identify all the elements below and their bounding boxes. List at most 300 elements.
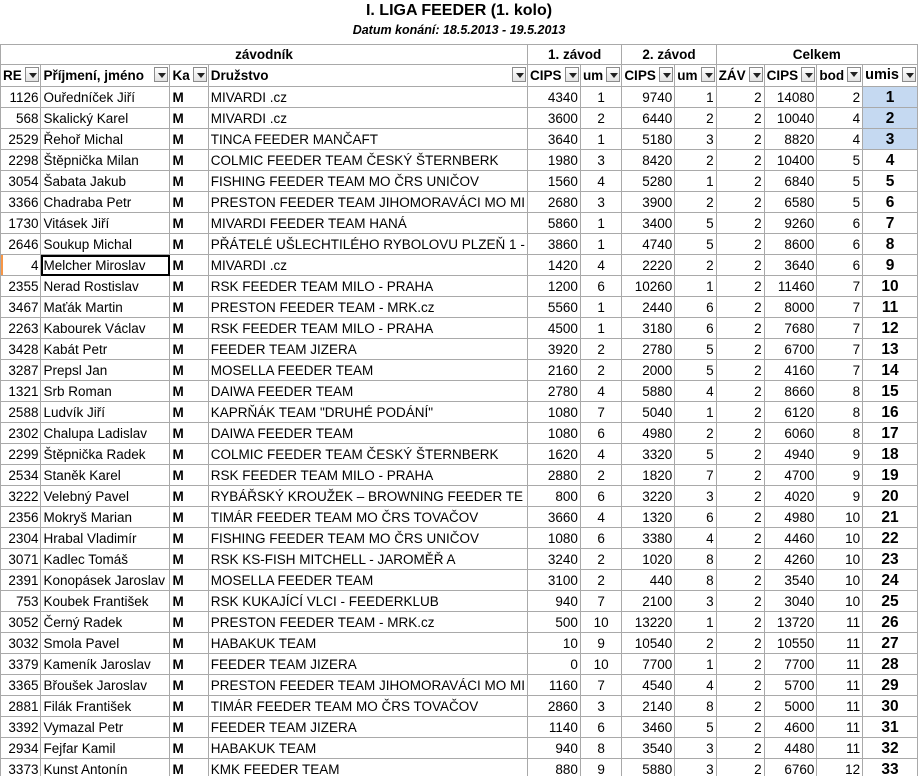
cell-race1-place[interactable]: 3 — [580, 696, 621, 717]
cell-race1-cips[interactable]: 940 — [528, 738, 581, 759]
cell-race2-place[interactable]: 2 — [675, 255, 716, 276]
cell-race2-place[interactable]: 2 — [675, 150, 716, 171]
cell-race1-place[interactable]: 2 — [580, 549, 621, 570]
cell-team[interactable]: PRESTON FEEDER TEAM JIHOMORAVÁCI MO MI — [208, 192, 527, 213]
cell-points[interactable]: 7 — [817, 297, 863, 318]
cell-races[interactable]: 2 — [716, 108, 764, 129]
cell-races[interactable]: 2 — [716, 570, 764, 591]
cell-race2-place[interactable]: 4 — [675, 381, 716, 402]
filter-dropdown-icon[interactable] — [902, 67, 916, 82]
cell-name[interactable]: Kabát Petr — [41, 339, 170, 360]
cell-rank[interactable]: 9 — [863, 255, 918, 276]
cell-race2-cips[interactable]: 5880 — [622, 381, 675, 402]
cell-races[interactable]: 2 — [716, 87, 764, 108]
cell-name[interactable]: Velebný Pavel — [41, 486, 170, 507]
cell-race2-cips[interactable]: 10260 — [622, 276, 675, 297]
cell-race1-place[interactable]: 6 — [580, 423, 621, 444]
cell-race1-cips[interactable]: 1080 — [528, 402, 581, 423]
cell-team[interactable]: RYBÁŘSKÝ KROUŽEK – BROWNING FEEDER TE — [208, 486, 527, 507]
cell-races[interactable]: 2 — [716, 549, 764, 570]
cell-category[interactable]: M — [170, 633, 208, 654]
cell-name[interactable]: Řehoř Michal — [41, 129, 170, 150]
cell-reg[interactable]: 1126 — [1, 87, 41, 108]
cell-team[interactable]: MIVARDI .cz — [208, 108, 527, 129]
cell-reg[interactable]: 2299 — [1, 444, 41, 465]
cell-race2-place[interactable]: 2 — [675, 633, 716, 654]
cell-total-cips[interactable]: 4980 — [764, 507, 817, 528]
cell-reg[interactable]: 2881 — [1, 696, 41, 717]
cell-team[interactable]: HABAKUK TEAM — [208, 738, 527, 759]
cell-race2-cips[interactable]: 3320 — [622, 444, 675, 465]
cell-race2-place[interactable]: 7 — [675, 465, 716, 486]
cell-total-cips[interactable]: 5000 — [764, 696, 817, 717]
cell-race1-cips[interactable]: 3920 — [528, 339, 581, 360]
cell-race2-cips[interactable]: 5040 — [622, 402, 675, 423]
cell-reg[interactable]: 568 — [1, 108, 41, 129]
cell-race1-cips[interactable]: 1140 — [528, 717, 581, 738]
cell-race1-cips[interactable]: 800 — [528, 486, 581, 507]
cell-reg[interactable]: 1321 — [1, 381, 41, 402]
cell-race1-cips[interactable]: 3660 — [528, 507, 581, 528]
cell-race2-cips[interactable]: 5880 — [622, 759, 675, 776]
cell-name[interactable]: Kabourek Václav — [41, 318, 170, 339]
cell-race2-place[interactable]: 5 — [675, 213, 716, 234]
cell-races[interactable]: 2 — [716, 528, 764, 549]
cell-rank[interactable]: 4 — [863, 150, 918, 171]
cell-points[interactable]: 12 — [817, 759, 863, 776]
cell-rank[interactable]: 6 — [863, 192, 918, 213]
cell-race2-place[interactable]: 8 — [675, 570, 716, 591]
cell-reg[interactable]: 1730 — [1, 213, 41, 234]
cell-points[interactable]: 5 — [817, 192, 863, 213]
cell-races[interactable]: 2 — [716, 360, 764, 381]
cell-reg[interactable]: 3467 — [1, 297, 41, 318]
cell-reg[interactable]: 2356 — [1, 507, 41, 528]
cell-race1-cips[interactable]: 3640 — [528, 129, 581, 150]
cell-reg[interactable]: 3392 — [1, 717, 41, 738]
cell-name[interactable]: Fejfar Kamil — [41, 738, 170, 759]
cell-race2-place[interactable]: 8 — [675, 549, 716, 570]
cell-rank[interactable]: 32 — [863, 738, 918, 759]
cell-reg[interactable]: 753 — [1, 591, 41, 612]
cell-team[interactable]: FEEDER TEAM JIZERA — [208, 339, 527, 360]
cell-name[interactable]: Vitásek Jiří — [41, 213, 170, 234]
cell-race2-place[interactable]: 5 — [675, 234, 716, 255]
cell-category[interactable]: M — [170, 255, 208, 276]
cell-race1-cips[interactable]: 4340 — [528, 87, 581, 108]
cell-category[interactable]: M — [170, 234, 208, 255]
cell-race1-cips[interactable]: 2860 — [528, 696, 581, 717]
cell-race1-cips[interactable]: 940 — [528, 591, 581, 612]
cell-races[interactable]: 2 — [716, 339, 764, 360]
cell-points[interactable]: 11 — [817, 633, 863, 654]
cell-race1-cips[interactable]: 1420 — [528, 255, 581, 276]
cell-name[interactable]: Vymazal Petr — [41, 717, 170, 738]
cell-race2-cips[interactable]: 4540 — [622, 675, 675, 696]
cell-team[interactable]: DAIWA FEEDER TEAM — [208, 423, 527, 444]
cell-race1-cips[interactable]: 1980 — [528, 150, 581, 171]
cell-reg[interactable]: 3428 — [1, 339, 41, 360]
cell-category[interactable]: M — [170, 759, 208, 776]
cell-team[interactable]: FEEDER TEAM JIZERA — [208, 654, 527, 675]
cell-reg[interactable]: 2646 — [1, 234, 41, 255]
cell-total-cips[interactable]: 14080 — [764, 87, 817, 108]
cell-races[interactable]: 2 — [716, 738, 764, 759]
cell-category[interactable]: M — [170, 360, 208, 381]
cell-race1-cips[interactable]: 3240 — [528, 549, 581, 570]
cell-rank[interactable]: 21 — [863, 507, 918, 528]
cell-reg[interactable]: 3287 — [1, 360, 41, 381]
cell-team[interactable]: PRESTON FEEDER TEAM JIHOMORAVÁCI MO MI — [208, 675, 527, 696]
cell-total-cips[interactable]: 3540 — [764, 570, 817, 591]
cell-races[interactable]: 2 — [716, 507, 764, 528]
cell-category[interactable]: M — [170, 129, 208, 150]
cell-team[interactable]: FEEDER TEAM JIZERA — [208, 717, 527, 738]
cell-team[interactable]: PRESTON FEEDER TEAM - MRK.cz — [208, 612, 527, 633]
cell-race2-place[interactable]: 5 — [675, 360, 716, 381]
cell-category[interactable]: M — [170, 738, 208, 759]
cell-points[interactable]: 5 — [817, 171, 863, 192]
cell-rank[interactable]: 8 — [863, 234, 918, 255]
cell-team[interactable]: TIMÁR FEEDER TEAM MO ČRS TOVAČOV — [208, 696, 527, 717]
cell-race1-cips[interactable]: 1620 — [528, 444, 581, 465]
cell-race2-cips[interactable]: 2100 — [622, 591, 675, 612]
cell-rank[interactable]: 19 — [863, 465, 918, 486]
cell-name[interactable]: Štěpnička Milan — [41, 150, 170, 171]
cell-total-cips[interactable]: 8820 — [764, 129, 817, 150]
cell-race2-cips[interactable]: 3900 — [622, 192, 675, 213]
cell-race1-cips[interactable]: 500 — [528, 612, 581, 633]
cell-race2-cips[interactable]: 2440 — [622, 297, 675, 318]
cell-category[interactable]: M — [170, 213, 208, 234]
cell-category[interactable]: M — [170, 654, 208, 675]
cell-race2-cips[interactable]: 3220 — [622, 486, 675, 507]
cell-reg[interactable]: 2302 — [1, 423, 41, 444]
cell-category[interactable]: M — [170, 612, 208, 633]
cell-name[interactable]: Šabata Jakub — [41, 171, 170, 192]
filter-dropdown-icon[interactable] — [659, 67, 673, 82]
cell-total-cips[interactable]: 9260 — [764, 213, 817, 234]
filter-dropdown-icon[interactable] — [565, 67, 579, 82]
cell-race2-place[interactable]: 8 — [675, 696, 716, 717]
cell-name[interactable]: Černý Radek — [41, 612, 170, 633]
cell-race1-place[interactable]: 3 — [580, 192, 621, 213]
cell-reg[interactable]: 3071 — [1, 549, 41, 570]
cell-reg[interactable]: 3365 — [1, 675, 41, 696]
cell-race2-cips[interactable]: 1020 — [622, 549, 675, 570]
cell-race1-place[interactable]: 1 — [580, 129, 621, 150]
filter-dropdown-icon[interactable] — [701, 67, 715, 82]
cell-reg[interactable]: 3054 — [1, 171, 41, 192]
cell-total-cips[interactable]: 4160 — [764, 360, 817, 381]
cell-race1-cips[interactable]: 4500 — [528, 318, 581, 339]
cell-points[interactable]: 7 — [817, 276, 863, 297]
cell-total-cips[interactable]: 6580 — [764, 192, 817, 213]
cell-category[interactable]: M — [170, 444, 208, 465]
cell-race1-place[interactable]: 7 — [580, 591, 621, 612]
cell-race2-place[interactable]: 3 — [675, 129, 716, 150]
cell-race2-place[interactable]: 1 — [675, 612, 716, 633]
cell-race2-place[interactable]: 4 — [675, 528, 716, 549]
cell-points[interactable]: 6 — [817, 213, 863, 234]
cell-total-cips[interactable]: 6120 — [764, 402, 817, 423]
cell-team[interactable]: MIVARDI FEEDER TEAM HANÁ — [208, 213, 527, 234]
cell-total-cips[interactable]: 4940 — [764, 444, 817, 465]
cell-category[interactable]: M — [170, 150, 208, 171]
cell-points[interactable]: 10 — [817, 570, 863, 591]
cell-name[interactable]: Soukup Michal — [41, 234, 170, 255]
cell-team[interactable]: MOSELLA FEEDER TEAM — [208, 360, 527, 381]
cell-race2-place[interactable]: 2 — [675, 423, 716, 444]
cell-rank[interactable]: 10 — [863, 276, 918, 297]
cell-races[interactable]: 2 — [716, 171, 764, 192]
cell-points[interactable]: 11 — [817, 696, 863, 717]
cell-races[interactable]: 2 — [716, 129, 764, 150]
cell-race1-cips[interactable]: 880 — [528, 759, 581, 776]
cell-race1-cips[interactable]: 10 — [528, 633, 581, 654]
cell-race1-place[interactable]: 4 — [580, 255, 621, 276]
filter-dropdown-icon[interactable] — [749, 67, 763, 82]
cell-team[interactable]: HABAKUK TEAM — [208, 633, 527, 654]
cell-total-cips[interactable]: 13720 — [764, 612, 817, 633]
cell-points[interactable]: 11 — [817, 612, 863, 633]
cell-races[interactable]: 2 — [716, 633, 764, 654]
cell-name[interactable]: Kadlec Tomáš — [41, 549, 170, 570]
cell-team[interactable]: KAPRŇÁK TEAM "DRUHÉ PODÁNÍ" — [208, 402, 527, 423]
cell-name[interactable]: Konopásek Jaroslav — [41, 570, 170, 591]
cell-race2-place[interactable]: 1 — [675, 87, 716, 108]
cell-races[interactable]: 2 — [716, 612, 764, 633]
cell-races[interactable]: 2 — [716, 402, 764, 423]
cell-category[interactable]: M — [170, 402, 208, 423]
cell-race2-cips[interactable]: 2140 — [622, 696, 675, 717]
cell-race1-place[interactable]: 4 — [580, 507, 621, 528]
cell-points[interactable]: 7 — [817, 360, 863, 381]
cell-rank[interactable]: 16 — [863, 402, 918, 423]
cell-total-cips[interactable]: 3640 — [764, 255, 817, 276]
cell-name[interactable]: Mokryš Marian — [41, 507, 170, 528]
cell-race2-place[interactable]: 2 — [675, 108, 716, 129]
filter-dropdown-icon[interactable] — [801, 67, 815, 82]
cell-points[interactable]: 8 — [817, 381, 863, 402]
cell-name[interactable]: Štěpnička Radek — [41, 444, 170, 465]
cell-team[interactable]: FISHING FEEDER TEAM MO ČRS UNIČOV — [208, 171, 527, 192]
cell-race1-place[interactable]: 2 — [580, 108, 621, 129]
cell-total-cips[interactable]: 10040 — [764, 108, 817, 129]
cell-race2-cips[interactable]: 4980 — [622, 423, 675, 444]
cell-name[interactable]: Ouředníček Jiří — [41, 87, 170, 108]
cell-race1-place[interactable]: 1 — [580, 87, 621, 108]
cell-race1-cips[interactable]: 1160 — [528, 675, 581, 696]
cell-races[interactable]: 2 — [716, 465, 764, 486]
cell-race2-cips[interactable]: 3400 — [622, 213, 675, 234]
cell-category[interactable]: M — [170, 297, 208, 318]
cell-points[interactable]: 11 — [817, 654, 863, 675]
cell-race1-cips[interactable]: 3860 — [528, 234, 581, 255]
filter-dropdown-icon[interactable] — [25, 67, 39, 82]
cell-rank[interactable]: 25 — [863, 591, 918, 612]
cell-name[interactable]: Kameník Jaroslav — [41, 654, 170, 675]
cell-races[interactable]: 2 — [716, 318, 764, 339]
cell-race2-cips[interactable]: 5280 — [622, 171, 675, 192]
filter-dropdown-icon[interactable] — [512, 67, 526, 82]
cell-race1-cips[interactable]: 1080 — [528, 423, 581, 444]
cell-rank[interactable]: 28 — [863, 654, 918, 675]
cell-race2-cips[interactable]: 2000 — [622, 360, 675, 381]
cell-team[interactable]: COLMIC FEEDER TEAM ČESKÝ ŠTERNBERK — [208, 150, 527, 171]
cell-reg[interactable]: 2588 — [1, 402, 41, 423]
cell-race2-place[interactable]: 1 — [675, 402, 716, 423]
filter-dropdown-icon[interactable] — [193, 67, 207, 82]
cell-total-cips[interactable]: 4600 — [764, 717, 817, 738]
cell-team[interactable]: RSK FEEDER TEAM MILO - PRAHA — [208, 465, 527, 486]
cell-races[interactable]: 2 — [716, 717, 764, 738]
cell-category[interactable]: M — [170, 549, 208, 570]
cell-race1-cips[interactable]: 0 — [528, 654, 581, 675]
cell-reg[interactable]: 4 — [1, 255, 41, 276]
cell-race1-cips[interactable]: 2160 — [528, 360, 581, 381]
cell-category[interactable]: M — [170, 486, 208, 507]
cell-race1-place[interactable]: 6 — [580, 486, 621, 507]
cell-team[interactable]: RSK FEEDER TEAM MILO - PRAHA — [208, 318, 527, 339]
cell-rank[interactable]: 24 — [863, 570, 918, 591]
cell-races[interactable]: 2 — [716, 192, 764, 213]
cell-race1-place[interactable]: 4 — [580, 171, 621, 192]
cell-total-cips[interactable]: 8000 — [764, 297, 817, 318]
cell-reg[interactable]: 2304 — [1, 528, 41, 549]
cell-reg[interactable]: 3379 — [1, 654, 41, 675]
cell-race1-cips[interactable]: 1560 — [528, 171, 581, 192]
cell-points[interactable]: 4 — [817, 108, 863, 129]
cell-total-cips[interactable]: 4260 — [764, 549, 817, 570]
cell-points[interactable]: 9 — [817, 444, 863, 465]
cell-name[interactable]: Maťák Martin — [41, 297, 170, 318]
cell-team[interactable]: MOSELLA FEEDER TEAM — [208, 570, 527, 591]
cell-race2-place[interactable]: 5 — [675, 444, 716, 465]
cell-race2-cips[interactable]: 9740 — [622, 87, 675, 108]
cell-total-cips[interactable]: 7680 — [764, 318, 817, 339]
cell-total-cips[interactable]: 4460 — [764, 528, 817, 549]
cell-category[interactable]: M — [170, 717, 208, 738]
cell-points[interactable]: 8 — [817, 423, 863, 444]
cell-points[interactable]: 5 — [817, 150, 863, 171]
cell-rank[interactable]: 5 — [863, 171, 918, 192]
cell-team[interactable]: TIMÁR FEEDER TEAM MO ČRS TOVAČOV — [208, 507, 527, 528]
cell-team[interactable]: COLMIC FEEDER TEAM ČESKÝ ŠTERNBERK — [208, 444, 527, 465]
cell-total-cips[interactable]: 4020 — [764, 486, 817, 507]
cell-race1-place[interactable]: 7 — [580, 402, 621, 423]
cell-name[interactable]: Břoušek Jaroslav — [41, 675, 170, 696]
cell-points[interactable]: 10 — [817, 528, 863, 549]
cell-race1-place[interactable]: 1 — [580, 213, 621, 234]
cell-rank[interactable]: 1 — [863, 87, 918, 108]
cell-race1-cips[interactable]: 3600 — [528, 108, 581, 129]
cell-category[interactable]: M — [170, 192, 208, 213]
cell-races[interactable]: 2 — [716, 759, 764, 776]
cell-category[interactable]: M — [170, 276, 208, 297]
cell-reg[interactable]: 2934 — [1, 738, 41, 759]
cell-name[interactable]: Srb Roman — [41, 381, 170, 402]
cell-total-cips[interactable]: 10550 — [764, 633, 817, 654]
cell-points[interactable]: 10 — [817, 549, 863, 570]
cell-total-cips[interactable]: 6840 — [764, 171, 817, 192]
cell-total-cips[interactable]: 11460 — [764, 276, 817, 297]
cell-rank[interactable]: 30 — [863, 696, 918, 717]
cell-name[interactable]: Staněk Karel — [41, 465, 170, 486]
cell-race1-place[interactable]: 2 — [580, 465, 621, 486]
cell-category[interactable]: M — [170, 591, 208, 612]
cell-race1-cips[interactable]: 5560 — [528, 297, 581, 318]
cell-races[interactable]: 2 — [716, 381, 764, 402]
cell-race2-cips[interactable]: 3180 — [622, 318, 675, 339]
cell-race2-cips[interactable]: 1820 — [622, 465, 675, 486]
cell-race2-cips[interactable]: 1320 — [622, 507, 675, 528]
cell-races[interactable]: 2 — [716, 591, 764, 612]
cell-race2-place[interactable]: 1 — [675, 654, 716, 675]
cell-race2-place[interactable]: 6 — [675, 318, 716, 339]
cell-rank[interactable]: 12 — [863, 318, 918, 339]
cell-reg[interactable]: 3373 — [1, 759, 41, 776]
cell-points[interactable]: 8 — [817, 402, 863, 423]
cell-category[interactable]: M — [170, 381, 208, 402]
cell-points[interactable]: 11 — [817, 717, 863, 738]
cell-races[interactable]: 2 — [716, 297, 764, 318]
cell-race2-place[interactable]: 1 — [675, 171, 716, 192]
cell-race1-place[interactable]: 1 — [580, 234, 621, 255]
cell-race1-place[interactable]: 9 — [580, 759, 621, 776]
cell-team[interactable]: DAIWA FEEDER TEAM — [208, 381, 527, 402]
cell-race1-cips[interactable]: 3100 — [528, 570, 581, 591]
cell-rank[interactable]: 14 — [863, 360, 918, 381]
cell-race2-place[interactable]: 5 — [675, 717, 716, 738]
cell-points[interactable]: 11 — [817, 675, 863, 696]
cell-reg[interactable]: 2355 — [1, 276, 41, 297]
cell-races[interactable]: 2 — [716, 696, 764, 717]
cell-race2-cips[interactable]: 440 — [622, 570, 675, 591]
cell-race1-place[interactable]: 10 — [580, 654, 621, 675]
cell-rank[interactable]: 15 — [863, 381, 918, 402]
cell-race1-place[interactable]: 4 — [580, 381, 621, 402]
cell-total-cips[interactable]: 6700 — [764, 339, 817, 360]
cell-points[interactable]: 6 — [817, 255, 863, 276]
cell-name[interactable]: Ludvík Jiří — [41, 402, 170, 423]
cell-race2-cips[interactable]: 13220 — [622, 612, 675, 633]
cell-category[interactable]: M — [170, 171, 208, 192]
cell-total-cips[interactable]: 4480 — [764, 738, 817, 759]
cell-rank[interactable]: 27 — [863, 633, 918, 654]
cell-races[interactable]: 2 — [716, 150, 764, 171]
cell-race1-cips[interactable]: 5860 — [528, 213, 581, 234]
cell-name[interactable]: Skalický Karel — [41, 108, 170, 129]
cell-category[interactable]: M — [170, 675, 208, 696]
cell-total-cips[interactable]: 8660 — [764, 381, 817, 402]
cell-race1-cips[interactable]: 2780 — [528, 381, 581, 402]
cell-race1-place[interactable]: 8 — [580, 738, 621, 759]
cell-points[interactable]: 2 — [817, 87, 863, 108]
cell-category[interactable]: M — [170, 507, 208, 528]
cell-name[interactable]: Chalupa Ladislav — [41, 423, 170, 444]
cell-race1-place[interactable]: 2 — [580, 339, 621, 360]
cell-points[interactable]: 11 — [817, 738, 863, 759]
cell-rank[interactable]: 2 — [863, 108, 918, 129]
cell-race1-cips[interactable]: 2880 — [528, 465, 581, 486]
cell-points[interactable]: 10 — [817, 507, 863, 528]
cell-rank[interactable]: 20 — [863, 486, 918, 507]
cell-reg[interactable]: 3052 — [1, 612, 41, 633]
cell-race2-place[interactable]: 5 — [675, 339, 716, 360]
cell-race2-place[interactable]: 1 — [675, 276, 716, 297]
cell-race1-cips[interactable]: 2680 — [528, 192, 581, 213]
